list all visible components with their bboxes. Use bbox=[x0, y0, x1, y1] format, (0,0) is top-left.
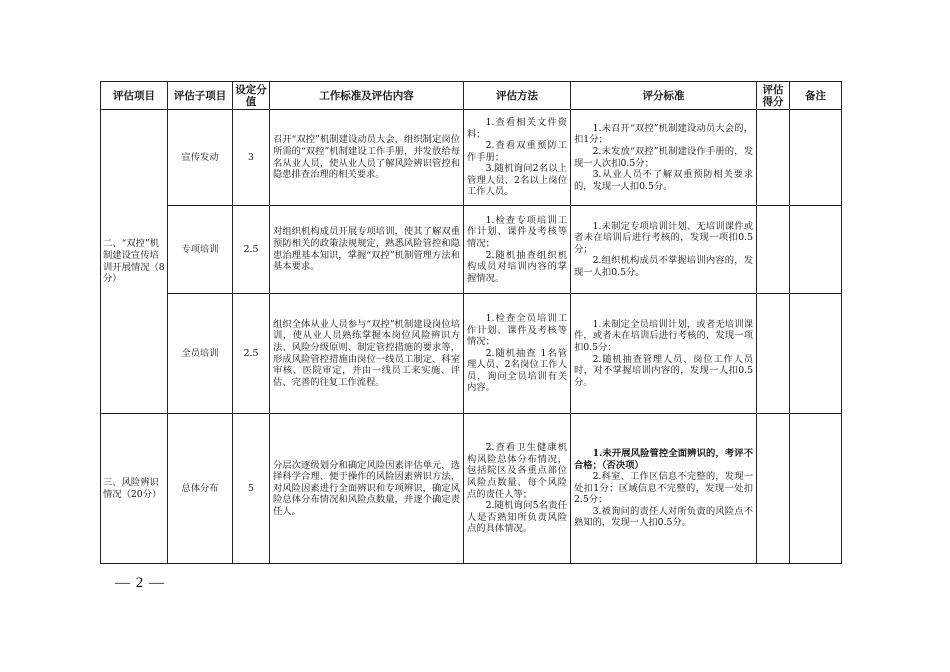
header-score: 设定分值 bbox=[233, 82, 270, 110]
header-note: 备注 bbox=[790, 82, 842, 110]
header-subitem: 评估子项目 bbox=[168, 82, 233, 110]
got-cell[interactable] bbox=[757, 206, 790, 294]
header-got: 评估得分 bbox=[757, 82, 790, 110]
criteria-cell: 1.未制定全员培训计划，或者无培训课件，或者未在培训后进行考核的，发现一项扣0.5分； 2.随机抽查管理人员、岗位工作人员时，对不掌握培训内容的，发现一人扣0.5分。 bbox=[571, 294, 757, 414]
subitem-cell: 总体分布 bbox=[168, 414, 233, 564]
standard-cell: 召开“双控”机制建设动员大会，组织制定岗位所需的“双控”机制建设工作手册，并发放给每名从业人员，使从业人员了解风险辨识管控和隐患排查治理的相关要求。 bbox=[270, 110, 464, 206]
header-standard: 工作标准及评估内容 bbox=[270, 82, 464, 110]
table-row bbox=[101, 414, 842, 564]
score-cell: 2.5 bbox=[233, 294, 270, 414]
standard-cell: 组织全体从业人员参与“双控”机制建设岗位培训，使从业人员熟练掌握本岗位风险辨识方法、风险分级原则、制定管控措施的要求等，形成风险管控措施由岗位一线员工制定、科室审核、医院审定，并由一线员工来实施、评估、完善的往复工作流程。 bbox=[270, 294, 464, 414]
got-cell[interactable] bbox=[757, 414, 790, 564]
method-cell: 1.查看相关文件资料； 2.查看双重预防工作手册； 3.随机询问2名以上管理人员、2名以上岗位工作人员。 bbox=[464, 110, 571, 206]
note-cell[interactable] bbox=[790, 206, 842, 294]
note-cell[interactable] bbox=[790, 110, 842, 206]
criteria-cell: 1.未开展风险管控全面辨识的，考评不合格；（否决项） 2.科室、工作区信息不完整的，发现一处扣1分；区域信息不完整的，发现一处扣2.5分； 3.被询问的责任人对所负责的风险点不熟知的，发现一人扣0.5分。 bbox=[571, 414, 757, 564]
table-row bbox=[101, 110, 842, 206]
header-item: 评估项目 bbox=[101, 82, 168, 110]
header-criteria: 评分标准 bbox=[571, 82, 757, 110]
page-number: — 2 — bbox=[115, 575, 165, 591]
standard-cell: 对组织机构成员开展专项培训，使其了解双重预防相关的政策法规规定，熟悉风险管控和隐患治理基本知识，掌握“双控”机制管理方法和基本要求。 bbox=[270, 206, 464, 294]
method-cell: 2.查看卫生健康机构风险总体分布情况，包括院区及各重点部位风险点数量、每个风险点的责任人等； 2.随机询问5名责任人是否熟知所负责风险点的具体情况。 bbox=[464, 414, 571, 564]
header-row bbox=[101, 82, 842, 110]
score-cell: 5 bbox=[233, 414, 270, 564]
method-cell: 1.检查全员培训工作计划、课件及考核等情况； 2.随机抽查 1名管理人员、2名岗位工作人员，询问全员培训有关内容。 bbox=[464, 294, 571, 414]
standard-cell: 分层次逐级划分和确定风险因素评估单元，选择科学合理、便于操作的风险因素辨识方法，对风险因素进行全面辨识和专项辨识，确定风险总体分布情况和风险点数量，并逐个确定责任人。 bbox=[270, 414, 464, 564]
item-cell: 三、风险辨识情况（20分） bbox=[101, 414, 168, 564]
subitem-cell: 全员培训 bbox=[168, 294, 233, 414]
header-method: 评估方法 bbox=[464, 82, 571, 110]
got-cell[interactable] bbox=[757, 110, 790, 206]
table-row bbox=[101, 206, 842, 294]
note-cell[interactable] bbox=[790, 294, 842, 414]
subitem-cell: 专项培训 bbox=[168, 206, 233, 294]
got-cell[interactable] bbox=[757, 294, 790, 414]
item-cell: 二、“双控”机制建设宣传培训开展情况（8分） bbox=[101, 110, 168, 414]
method-cell: 1.检查专项培训工作计划、课件及考核等情况； 2.随机抽查组织机构成员对培训内容的掌握情况。 bbox=[464, 206, 571, 294]
score-cell: 2.5 bbox=[233, 206, 270, 294]
table-row bbox=[101, 294, 842, 414]
criteria-cell: 1.未召开“双控”机制建设动员大会的，扣1分； 2.未发放“双控”机制建设作手册的，发现一人次扣0.5分； 3.从业人员不了解双重预防相关要求的，发现一人扣0.5分。 bbox=[571, 110, 757, 206]
subitem-cell: 宣传发动 bbox=[168, 110, 233, 206]
score-cell: 3 bbox=[233, 110, 270, 206]
note-cell[interactable] bbox=[790, 414, 842, 564]
evaluation-table bbox=[100, 81, 842, 564]
criteria-cell: 1.未制定专项培训计划、无培训课件或者未在培训后进行考核的，发现一项扣0.5分； 2.组织机构成员不掌握培训内容的，发现一人扣0.5分。 bbox=[571, 206, 757, 294]
